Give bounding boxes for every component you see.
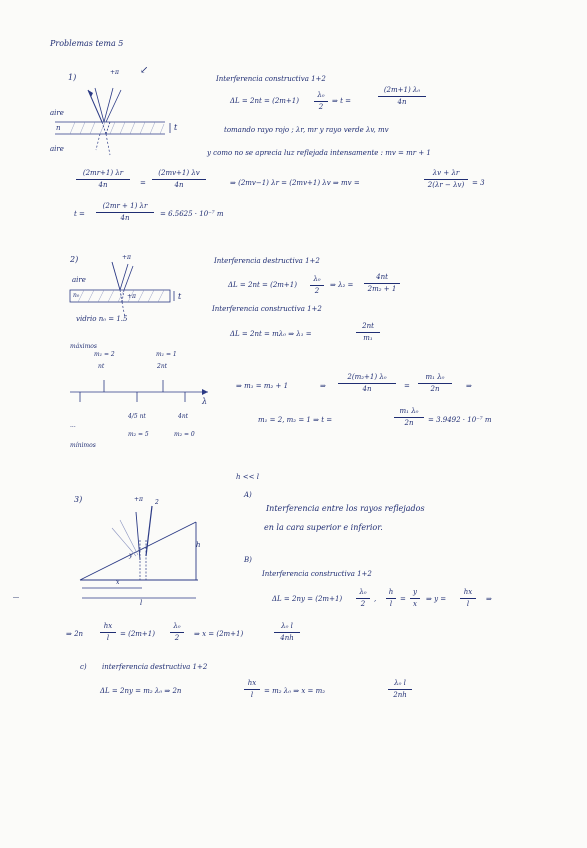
p2-film-label: n₀ — [73, 292, 80, 299]
p1-eq3-frac: (2mr + 1) λr 4n — [96, 203, 154, 222]
p3-partA-text1: Interferencia entre los rayos reflejados — [266, 504, 425, 513]
p3-eqE-eq: = — [400, 595, 406, 603]
p1-eq3-left: t = — [74, 210, 85, 218]
p3-eqG-mid: = m₂ λ₀ ⇒ x = m₂ — [264, 687, 326, 695]
p3-incident-label: +π — [134, 496, 143, 503]
p1-eq3-result: = 6.5625 · 10⁻⁷ m — [160, 210, 224, 218]
p3-eqF-mid: = (2m+1) — [120, 630, 155, 638]
p3-partC-heading: interferencia destructiva 1+2 — [102, 663, 208, 671]
p2-m1-2-label: m₁ = 2 — [94, 351, 115, 358]
p2-4nt-label: 4nt — [178, 413, 189, 420]
p3-y-label: y — [129, 552, 133, 559]
p2-eqD-left: m₁ = 2, m₂ = 1 ⇒ t = — [258, 416, 333, 424]
p3-eqE-arrow: ⇒ y = — [426, 595, 447, 603]
p2-incident-label: +π — [122, 254, 131, 261]
p2-eqC-frac-a: 2(m₂+1) λ₀ 4n — [338, 374, 396, 393]
p2-m1-1-label: m₁ = 1 — [156, 351, 177, 358]
p2-angle-label: +π — [127, 293, 136, 300]
p3-partA-label: A) — [244, 491, 252, 499]
p1-arrow-icon: ↙ — [140, 65, 149, 76]
p2-heading-2: Interferencia constructiva 1+2 — [212, 305, 322, 313]
p3-h-label: h — [196, 541, 201, 549]
p3-eqG-left: ΔL = 2ny = m₂ λ₀ ⇒ 2n — [100, 687, 182, 695]
p3-partC-label: c) — [80, 663, 87, 671]
p3-partB-label: B) — [244, 556, 252, 564]
p2-lambda-label: λ — [202, 397, 208, 406]
p1-eq1-arrow: ⇒ t = — [332, 97, 351, 105]
margin-mark — [13, 597, 19, 598]
p3-partB-heading: Interferencia constructiva 1+2 — [262, 570, 372, 578]
p2-m2-5-label: m₂ = 5 — [128, 431, 149, 438]
p2-eqC-eq: = — [404, 382, 410, 390]
p3-ray2-label: 2 — [155, 499, 159, 506]
p2-eqA-fraction: λ₀ 2 — [310, 276, 324, 295]
p2-eqB-result: 2nt m₁ — [356, 323, 380, 342]
p1-thickness-label: t — [174, 123, 178, 132]
p3-partA-text2: en la cara superior e inferior. — [264, 523, 383, 532]
p3-eqF-frac-c: λ₀ l 4nh — [274, 623, 300, 642]
p3-eqE-comma: , — [374, 595, 377, 603]
p1-heading: Interferencia constructiva 1+2 — [216, 75, 326, 83]
problem-2-number: 2) — [70, 255, 79, 264]
p1-eq2-frac-b: (2mv+1) λv 4n — [152, 170, 206, 189]
p2-dots-label: ... — [70, 422, 76, 429]
p2-nt-label: nt — [98, 363, 105, 370]
p3-eqF-frac-b: λ₀ 2 — [170, 623, 184, 642]
p1-eq1-result: (2m+1) λ₀ 4n — [378, 87, 426, 106]
p1-eq1-left: ΔL = 2nt = (2m+1) — [230, 97, 299, 105]
page-title: Problemas tema 5 — [50, 39, 124, 48]
p3-x-label: x — [116, 579, 120, 586]
p1-eq2-frac-c: λv + λr 2(λr − λv) — [424, 170, 468, 189]
p2-eqA-result: 4nt 2m₂ + 1 — [364, 274, 400, 293]
p3-l-label: l — [140, 599, 143, 607]
p1-film-label: n — [56, 124, 61, 132]
p2-m2-0-label: m₂ = 0 — [174, 431, 195, 438]
p3-eqE-end: ⇒ — [486, 595, 492, 603]
p2-thickness-label: t — [178, 292, 182, 301]
p2-minimos-label: mínimos — [70, 442, 96, 449]
p3-eqF-start: ⇒ 2n — [66, 630, 84, 638]
p1-eq2-result: = 3 — [472, 179, 485, 187]
p1-text-line2: y como no se aprecia luz reflejada intensamente : mv = mr + 1 — [207, 149, 431, 157]
p3-eqF-arrow: ⇒ x = (2m+1) — [194, 630, 244, 638]
p2-eqD-frac: m₁ λ₀ 2n — [394, 408, 424, 427]
p2-eqC-end: ⇒ — [466, 382, 472, 390]
p1-air-bottom-label: aire — [50, 145, 64, 153]
problem-1-number: 1) — [68, 73, 77, 82]
p2-2nt-label: 2nt — [157, 363, 168, 370]
p3-eqF-frac-a: hx l — [100, 623, 116, 642]
p1-eq2-frac-a: (2mr+1) λr 4n — [76, 170, 130, 189]
p1-air-top-label: aire — [50, 109, 64, 117]
p2-eqC-arrow: ⇒ — [320, 382, 326, 390]
p3-eqE-result: hx l — [460, 589, 476, 608]
p2-4-5nt-label: 4/5 nt — [128, 413, 146, 420]
p2-eqB-left: ΔL = 2nt = mλ₀ ⇒ λ₁ = — [230, 330, 312, 338]
p1-eq2-rest: ⇒ (2mv−1) λr = (2mv+1) λv ⇒ mv = — [230, 179, 360, 187]
p1-eq1-fraction: λ₀ 2 — [314, 92, 328, 111]
p1-eq2-eq: = — [140, 179, 146, 187]
p2-glass-label: vidrio n₀ = 1.5 — [76, 315, 128, 323]
p2-eqC-frac-b: m₁ λ₀ 2n — [418, 374, 452, 393]
p2-air-label: aire — [72, 276, 86, 284]
p2-eqD-result: = 3.9492 · 10⁻⁷ m — [428, 416, 492, 424]
p2-heading-1: Interferencia destructiva 1+2 — [214, 257, 320, 265]
p1-incident-label: +π — [110, 69, 119, 76]
p2-eqA-left: ΔL = 2nt = (2m+1) — [228, 281, 297, 289]
problem-3-number: 3) — [74, 495, 83, 504]
p3-eqE-left: ΔL = 2ny = (2m+1) — [272, 595, 343, 603]
p3-eqG-frac-b: λ₀ l 2nh — [388, 680, 412, 699]
p2-maximos-label: máximos — [70, 343, 97, 350]
p3-eqE-frac: λ₀ 2 — [356, 589, 370, 608]
p3-eqE-h-frac: h l — [386, 589, 396, 608]
p3-condition: h << l — [236, 473, 259, 481]
p3-eqE-y-frac: y x — [410, 589, 420, 608]
p1-text-line1: tomando rayo rojo ; λr, mr y rayo verde λv, mv — [224, 126, 389, 134]
p2-eqA-arrow: ⇒ λ₂ = — [330, 281, 354, 289]
p2-eqC-left: ⇒ m₁ = m₂ + 1 — [236, 382, 289, 390]
p3-eqG-frac-a: hx l — [244, 680, 260, 699]
